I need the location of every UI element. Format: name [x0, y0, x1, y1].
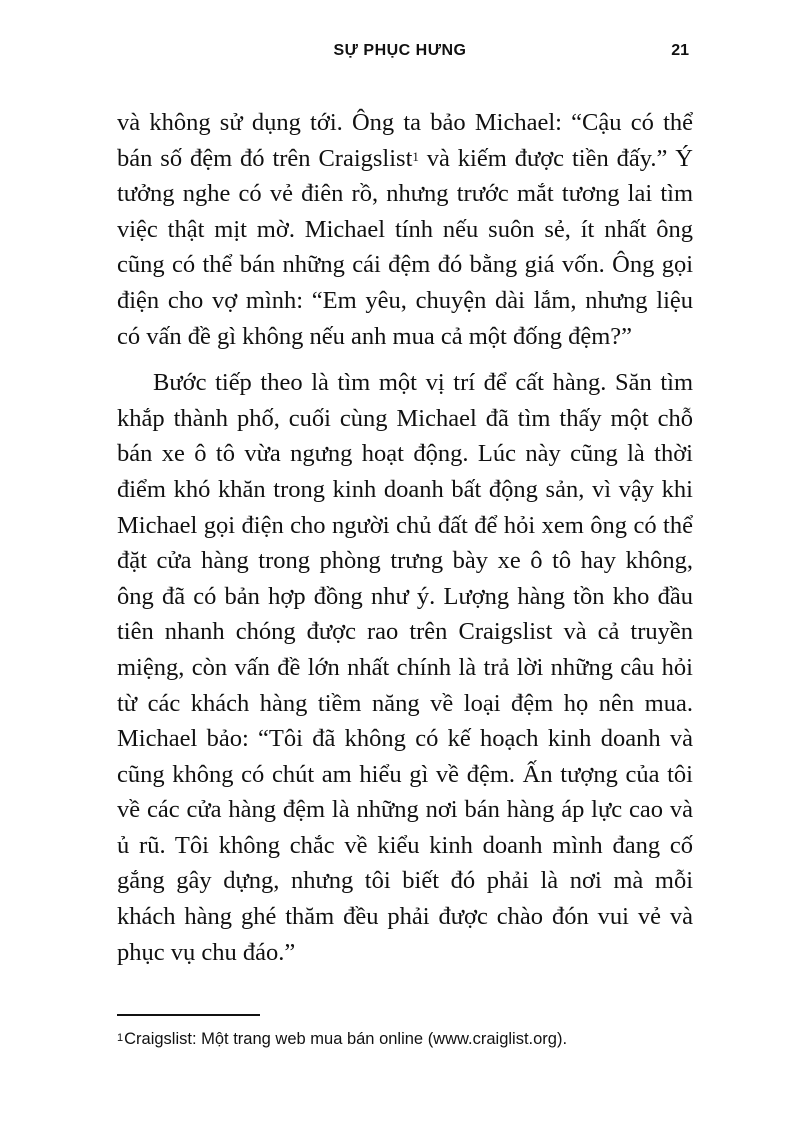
footnote-marker: 1	[117, 1032, 124, 1044]
footnote-text: Craigslist: Một trang web mua bán online (www.craiglist.org).	[124, 1030, 568, 1048]
running-head	[0, 42, 800, 66]
footnote	[117, 1028, 697, 1050]
body-text	[117, 105, 693, 970]
page-number: 21	[671, 42, 689, 59]
paragraph: Bước tiếp theo là tìm một vị trí để cất hàng. Săn tìm khắp thành phố, cuối cùng Michael đã tìm thấy một chỗ bán xe ô tô vừa ngưng hoạt động. Lúc này cũng là thời điểm khó khăn trong kinh doanh bất động sản, vì vậy khi Michael gọi điện cho người chủ đất để hỏi xem ông có thể đặt cửa hàng trong phòng trưng bày xe ô tô hay không, ông đã có bản hợp đồng như ý. Lượng hàng tồn kho đầu tiên nhanh chóng được rao trên Craigslist và cả truyền miệng, còn vấn đề lớn nhất chính là trả lời những câu hỏi từ các khách hàng tiềm năng về loại đệm họ nên mua. Michael bảo: “Tôi đã không có kế hoạch kinh doanh và cũng không có chút am hiểu gì về đệm. Ấn tượng của tôi về các cửa hàng đệm là những nơi bán hàng áp lực cao và ủ rũ. Tôi không chắc về kiểu kinh doanh mình đang cố gắng gây dựng, nhưng tôi biết đó phải là nơi mà mỗi khách hàng ghé thăm đều phải được chào đón vui vẻ và phục vụ chu đáo.”	[117, 369, 693, 966]
footnote-reference: 1	[412, 148, 419, 164]
paragraph-text-before-footnote: và không sử dụng tới. Ông ta bảo Michael: “Cậu có thể bán số đệm đó trên Craigslist	[117, 109, 693, 172]
footnote-divider	[117, 1014, 260, 1016]
chapter-title: SỰ PHỤC HƯNG	[333, 42, 467, 59]
paragraph-text-after-footnote: và kiếm được tiền đấy.” Ý tưởng nghe có vẻ điên rồ, nhưng trước mắt tương lai tìm việc thật mịt mờ. Michael tính nếu suôn sẻ, ít nhất ông cũng có thể bán những cái đệm đó bằng giá vốn. Ông gọi điện cho vợ mình: “Em yêu, chuyện dài lắm, nhưng liệu có vấn đề gì không nếu anh mua cả một đống đệm?”	[117, 144, 693, 350]
paragraph-continued	[117, 105, 693, 354]
